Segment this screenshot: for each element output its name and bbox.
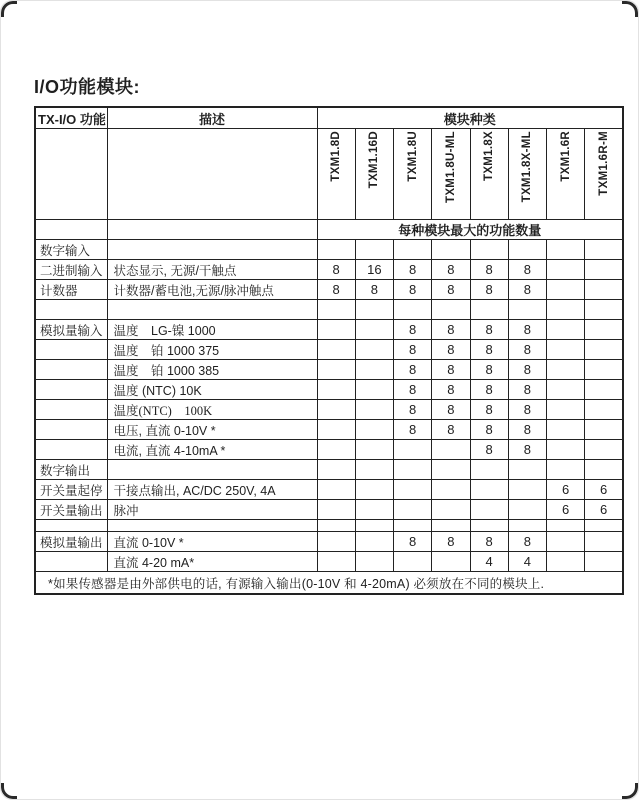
value-cell: 8	[432, 380, 470, 400]
value-cell	[547, 280, 585, 300]
value-cell: 8	[470, 420, 508, 440]
value-cell: 8	[508, 260, 546, 280]
value-cell	[355, 460, 393, 480]
value-cell	[547, 552, 585, 572]
value-cell	[317, 500, 355, 520]
value-cell: 8	[432, 420, 470, 440]
page-content	[1, 1, 638, 595]
function-cell: 数字输出	[35, 460, 107, 480]
description-cell: 温度(NTC) 100K	[107, 400, 317, 420]
module-name: TXM1.8D	[330, 131, 343, 182]
value-cell: 8	[470, 440, 508, 460]
value-cell	[317, 340, 355, 360]
table-row	[35, 260, 623, 280]
value-cell	[432, 460, 470, 480]
value-cell	[547, 400, 585, 420]
value-cell: 6	[585, 500, 623, 520]
value-cell: 8	[470, 280, 508, 300]
value-cell	[547, 460, 585, 480]
table-row	[35, 240, 623, 260]
value-cell	[547, 360, 585, 380]
value-cell: 8	[508, 400, 546, 420]
value-cell	[394, 240, 432, 260]
value-cell: 8	[394, 320, 432, 340]
value-cell: 8	[394, 360, 432, 380]
table-row	[35, 320, 623, 340]
table-row	[35, 440, 623, 460]
value-cell	[547, 532, 585, 552]
function-cell: 开关量起停	[35, 480, 107, 500]
value-cell: 8	[470, 260, 508, 280]
column-header-function: TX-I/O 功能	[35, 107, 107, 129]
value-cell: 8	[470, 320, 508, 340]
io-modules-table	[34, 106, 624, 595]
value-cell: 8	[508, 440, 546, 460]
value-cell: 8	[470, 380, 508, 400]
description-cell: 电流, 直流 4-10mA *	[107, 440, 317, 460]
function-cell	[35, 340, 107, 360]
value-cell	[547, 440, 585, 460]
value-cell: 8	[432, 280, 470, 300]
footnote-row	[35, 572, 623, 595]
value-cell	[317, 400, 355, 420]
function-cell: 开关量输出	[35, 500, 107, 520]
value-cell	[470, 480, 508, 500]
function-cell	[35, 300, 107, 320]
value-cell	[355, 360, 393, 380]
value-cell	[317, 552, 355, 572]
value-cell: 8	[432, 260, 470, 280]
page-title: I/O功能模块:	[34, 77, 140, 97]
value-cell	[317, 320, 355, 340]
value-cell: 8	[317, 260, 355, 280]
value-cell	[547, 340, 585, 360]
value-cell	[355, 532, 393, 552]
value-cell	[432, 480, 470, 500]
table-header-row	[35, 107, 623, 129]
value-cell	[585, 320, 623, 340]
description-cell: 直流 0-10V *	[107, 532, 317, 552]
value-cell	[547, 300, 585, 320]
description-cell: 温度 铂 1000 375	[107, 340, 317, 360]
value-cell: 8	[394, 260, 432, 280]
value-cell: 8	[432, 340, 470, 360]
frame-corner-icon	[622, 1, 638, 17]
value-cell: 8	[394, 340, 432, 360]
footnote-text: *如果传感器是由外部供电的话, 有源输入输出(0-10V 和 4-20mA) 必须放在不同的模块上.	[35, 572, 623, 595]
value-cell	[317, 240, 355, 260]
value-cell: 8	[508, 380, 546, 400]
value-cell: 4	[470, 552, 508, 572]
function-cell	[35, 360, 107, 380]
value-cell	[394, 500, 432, 520]
value-cell	[394, 552, 432, 572]
column-group-header-module-types: 模块种类	[317, 107, 623, 129]
description-cell	[107, 300, 317, 320]
value-cell	[317, 460, 355, 480]
value-cell	[585, 460, 623, 480]
value-cell	[585, 400, 623, 420]
value-cell	[508, 300, 546, 320]
value-cell: 8	[394, 532, 432, 552]
module-names-row	[35, 129, 623, 220]
module-name: TXM1.6R-M	[597, 131, 610, 196]
function-cell: 二进制输入	[35, 260, 107, 280]
value-cell: 8	[355, 280, 393, 300]
value-cell: 8	[432, 320, 470, 340]
table-row	[35, 480, 623, 500]
value-cell	[355, 380, 393, 400]
description-cell: 温度 LG-镍 1000	[107, 320, 317, 340]
value-cell	[585, 532, 623, 552]
module-column-header	[547, 129, 585, 220]
table-row	[35, 532, 623, 552]
value-cell	[355, 480, 393, 500]
empty-cell	[107, 129, 317, 220]
module-column-header	[470, 129, 508, 220]
value-cell: 8	[432, 360, 470, 380]
value-cell: 8	[317, 280, 355, 300]
value-cell	[547, 420, 585, 440]
value-cell	[585, 280, 623, 300]
value-cell	[355, 300, 393, 320]
value-cell	[547, 240, 585, 260]
module-name: TXM1.8X-ML	[521, 131, 534, 203]
value-cell: 4	[508, 552, 546, 572]
function-cell	[35, 552, 107, 572]
value-cell: 8	[470, 532, 508, 552]
frame-corner-icon	[622, 783, 638, 799]
value-cell	[585, 520, 623, 532]
table-row	[35, 520, 623, 532]
value-cell	[394, 300, 432, 320]
module-column-header	[432, 129, 470, 220]
value-cell	[355, 340, 393, 360]
value-cell	[355, 440, 393, 460]
value-cell: 8	[508, 340, 546, 360]
value-cell	[355, 240, 393, 260]
value-cell	[547, 380, 585, 400]
value-cell: 8	[508, 420, 546, 440]
table-row	[35, 460, 623, 480]
value-cell: 8	[394, 380, 432, 400]
module-name: TXM1.8U-ML	[444, 131, 457, 203]
value-cell	[547, 260, 585, 280]
value-cell	[317, 480, 355, 500]
description-cell: 电压, 直流 0-10V *	[107, 420, 317, 440]
description-cell: 温度 (NTC) 10K	[107, 380, 317, 400]
value-cell	[585, 380, 623, 400]
value-cell	[317, 440, 355, 460]
module-column-header	[394, 129, 432, 220]
value-cell	[432, 440, 470, 460]
value-cell	[355, 500, 393, 520]
function-cell: 数字输入	[35, 240, 107, 260]
value-cell	[508, 520, 546, 532]
subheader-max-functions: 每种模块最大的功能数量	[317, 220, 623, 240]
value-cell	[432, 552, 470, 572]
module-column-header	[585, 129, 623, 220]
empty-cell	[35, 220, 107, 240]
description-cell: 状态显示, 无源/干触点	[107, 260, 317, 280]
value-cell: 8	[432, 400, 470, 420]
module-column-header	[317, 129, 355, 220]
empty-cell	[107, 220, 317, 240]
function-cell	[35, 380, 107, 400]
table-row	[35, 552, 623, 572]
table-row	[35, 500, 623, 520]
table-row	[35, 400, 623, 420]
value-cell	[470, 300, 508, 320]
frame-corner-icon	[1, 783, 17, 799]
value-cell: 8	[508, 532, 546, 552]
value-cell	[470, 240, 508, 260]
table-row	[35, 280, 623, 300]
value-cell	[585, 552, 623, 572]
value-cell: 8	[508, 360, 546, 380]
value-cell	[508, 480, 546, 500]
value-cell: 8	[470, 360, 508, 380]
empty-cell	[35, 129, 107, 220]
value-cell: 8	[508, 280, 546, 300]
value-cell	[355, 520, 393, 532]
value-cell: 8	[394, 420, 432, 440]
value-cell	[432, 240, 470, 260]
value-cell: 8	[394, 400, 432, 420]
value-cell	[355, 552, 393, 572]
value-cell: 8	[508, 320, 546, 340]
function-cell	[35, 420, 107, 440]
value-cell	[585, 240, 623, 260]
value-cell	[317, 532, 355, 552]
table-row	[35, 300, 623, 320]
module-name: TXM1.8U	[406, 131, 419, 182]
value-cell	[394, 520, 432, 532]
function-cell: 计数器	[35, 280, 107, 300]
function-cell: 模拟量输出	[35, 532, 107, 552]
value-cell: 16	[355, 260, 393, 280]
description-cell: 直流 4-20 mA*	[107, 552, 317, 572]
value-cell	[317, 300, 355, 320]
value-cell: 8	[432, 532, 470, 552]
value-cell	[585, 340, 623, 360]
value-cell	[585, 300, 623, 320]
description-cell	[107, 520, 317, 532]
value-cell	[470, 460, 508, 480]
value-cell	[432, 500, 470, 520]
value-cell	[508, 460, 546, 480]
value-cell	[470, 500, 508, 520]
value-cell	[355, 400, 393, 420]
function-cell	[35, 440, 107, 460]
module-column-header	[508, 129, 546, 220]
value-cell: 8	[470, 400, 508, 420]
description-cell	[107, 240, 317, 260]
value-cell	[585, 260, 623, 280]
description-cell	[107, 460, 317, 480]
value-cell: 6	[585, 480, 623, 500]
table-row	[35, 340, 623, 360]
value-cell	[394, 440, 432, 460]
value-cell: 6	[547, 500, 585, 520]
description-cell: 干接点输出, AC/DC 250V, 4A	[107, 480, 317, 500]
value-cell	[355, 320, 393, 340]
table-row	[35, 360, 623, 380]
value-cell	[547, 520, 585, 532]
function-cell	[35, 400, 107, 420]
value-cell	[432, 520, 470, 532]
value-cell	[432, 300, 470, 320]
value-cell	[317, 520, 355, 532]
value-cell	[317, 360, 355, 380]
value-cell	[317, 420, 355, 440]
value-cell	[470, 520, 508, 532]
value-cell	[547, 320, 585, 340]
value-cell	[508, 240, 546, 260]
module-name: TXM1.8X	[483, 131, 496, 182]
column-header-description: 描述	[107, 107, 317, 129]
value-cell: 8	[394, 280, 432, 300]
table-row	[35, 380, 623, 400]
module-name: TXM1.16D	[368, 131, 381, 189]
table-row	[35, 420, 623, 440]
description-cell: 脉冲	[107, 500, 317, 520]
value-cell: 8	[470, 340, 508, 360]
value-cell	[355, 420, 393, 440]
value-cell	[585, 440, 623, 460]
value-cell	[394, 480, 432, 500]
function-cell: 模拟量输入	[35, 320, 107, 340]
module-column-header	[355, 129, 393, 220]
function-cell	[35, 520, 107, 532]
description-cell: 计数器/蓄电池,无源/脉冲触点	[107, 280, 317, 300]
value-cell	[317, 380, 355, 400]
value-cell	[394, 460, 432, 480]
value-cell: 6	[547, 480, 585, 500]
description-cell: 温度 铂 1000 385	[107, 360, 317, 380]
value-cell	[508, 500, 546, 520]
subheader-row	[35, 220, 623, 240]
value-cell	[585, 360, 623, 380]
module-name: TXM1.6R	[559, 131, 572, 182]
value-cell	[585, 420, 623, 440]
